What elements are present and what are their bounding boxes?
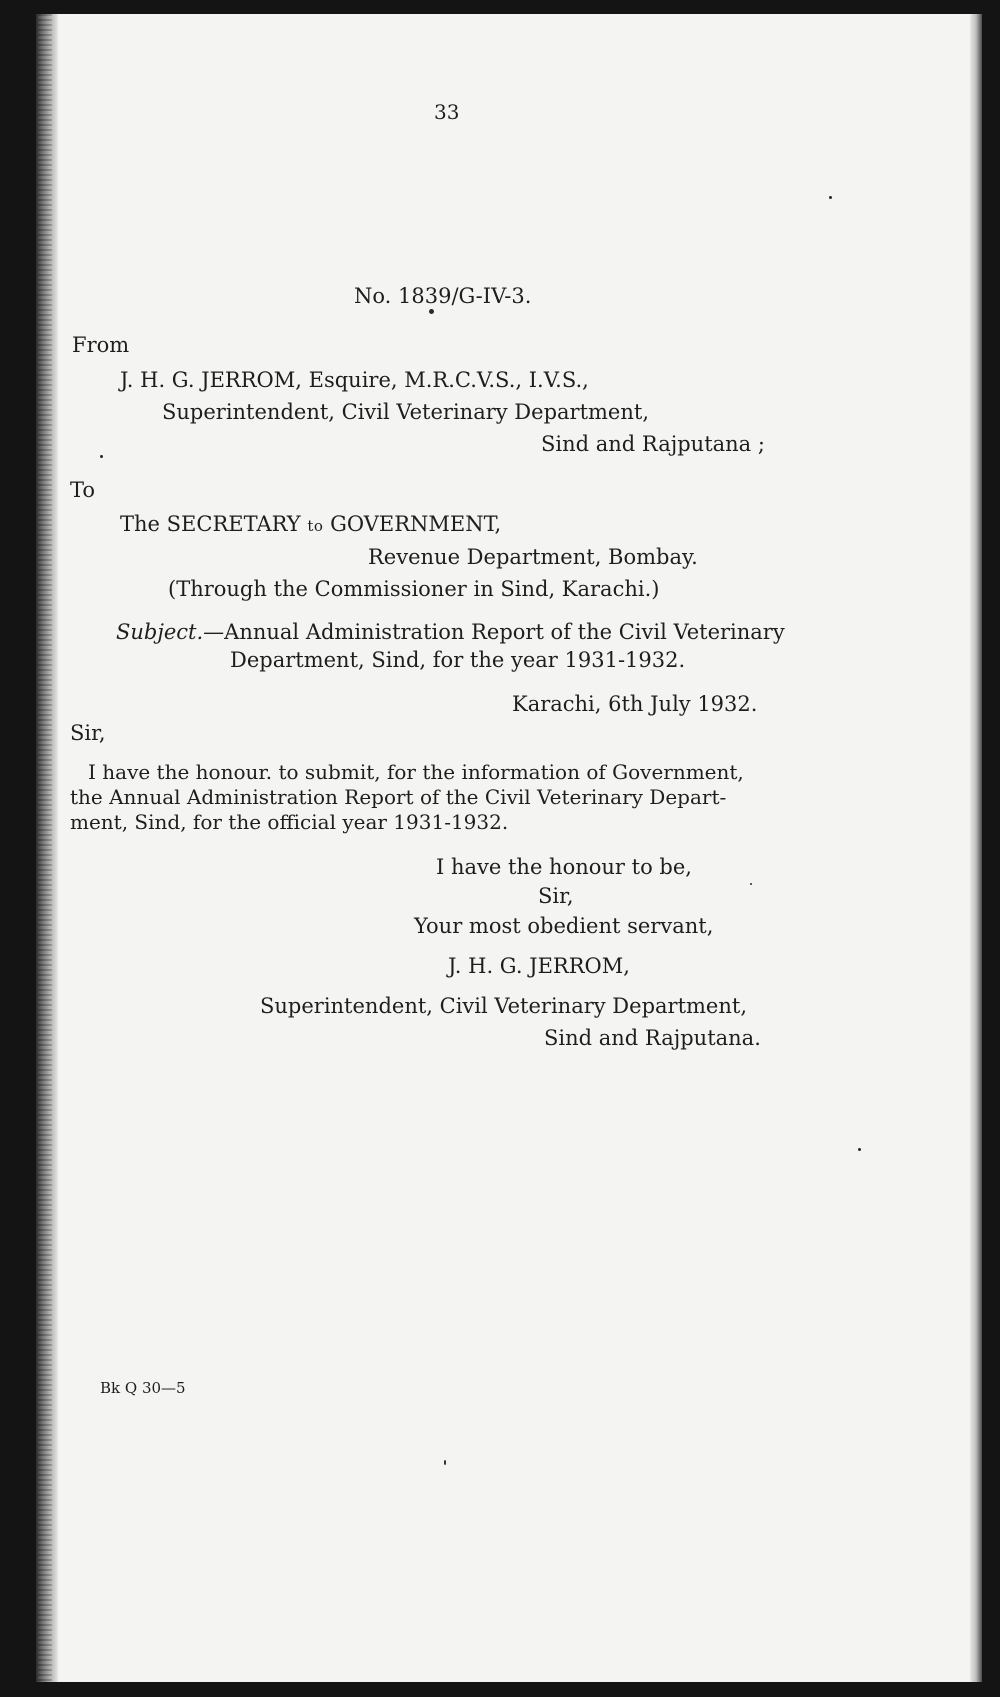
to-department-line: Revenue Department, Bombay. [368, 545, 698, 569]
speck [858, 1148, 861, 1151]
to-through-line: (Through the Commissioner in Sind, Karachi.) [168, 577, 660, 601]
addressee-gov: GOVERNMENT, [330, 512, 502, 536]
speck [100, 455, 103, 458]
from-label: From [72, 333, 130, 357]
to-addressee [120, 514, 501, 535]
closing-line-3: Your most obedient servant, [414, 914, 714, 938]
addressee-prefix: The [120, 512, 160, 536]
date-line: Karachi, 6th July 1932. [512, 692, 758, 716]
closing-line-1: I have the honour to be, [436, 855, 692, 879]
footer-code: Bk Q 30—5 [100, 1379, 186, 1397]
speck [444, 1460, 446, 1465]
from-title-line: Superintendent, Civil Veterinary Department, [162, 400, 649, 424]
signature-region-line: Sind and Rajputana. [544, 1026, 761, 1050]
body-line-2: the Annual Administration Report of the Civil Veterinary Depart- [70, 785, 727, 809]
signature-title-line: Superintendent, Civil Veterinary Department, [260, 994, 747, 1018]
signature-name: J. H. G. JERROM, [448, 954, 630, 978]
subject-text-1: —Annual Administration Report of the Civil Veterinary [203, 620, 785, 644]
binding-texture [38, 14, 52, 1682]
closing-line-2: Sir, [538, 884, 574, 908]
addressee-to: to [307, 517, 324, 535]
page-right-edge [970, 14, 982, 1682]
reference-number: No. 1839/G-IV-3. [354, 284, 532, 308]
subject-line-2: Department, Sind, for the year 1931-1932. [230, 648, 686, 672]
speck [429, 309, 434, 314]
subject-line-1 [116, 622, 785, 643]
salutation: Sir, [70, 721, 106, 745]
speck [750, 883, 752, 885]
subject-label: Subject. [116, 620, 204, 644]
speck [829, 196, 832, 199]
addressee-main: SECRETARY [166, 512, 301, 536]
body-line-1: I have the honour. to submit, for the information of Government, [88, 760, 744, 784]
from-region-line: Sind and Rajputana ; [541, 432, 765, 456]
page-number: 33 [434, 100, 460, 124]
from-name-line: J. H. G. JERROM, Esquire, M.R.C.V.S., I.V.S., [120, 368, 589, 392]
body-line-3: ment, Sind, for the official year 1931-1932. [70, 810, 509, 834]
to-label: To [70, 478, 96, 502]
document-page [36, 14, 982, 1682]
